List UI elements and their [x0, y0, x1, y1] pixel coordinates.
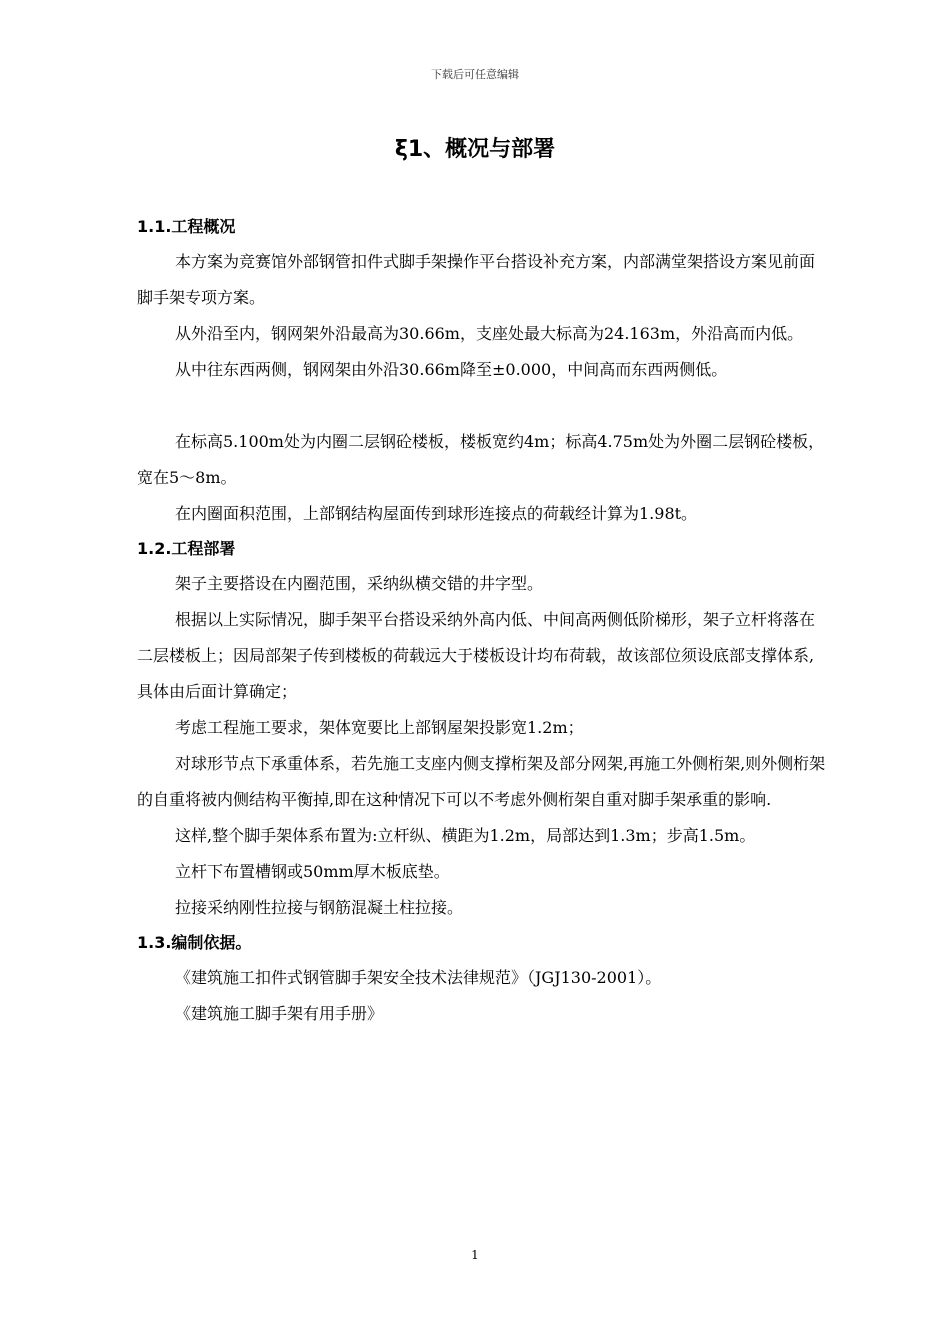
paragraph: 这样,整个脚手架体系布置为:立杆纵、横距为1.2m，局部达到1.3m；步高1.5m。 — [175, 826, 756, 845]
paragraph: 从中往东西两侧，钢网架由外沿30.66m降至±0.000，中间高而东西两侧低。 — [175, 360, 728, 379]
paragraph: 立杆下布置槽钢或50mm厚木板底垫。 — [175, 862, 450, 881]
paragraph: 在标高5.100m处为内圈二层钢砼楼板，楼板宽约4m；标高4.75m处为外圈二层钢砼楼板，宽在5～8m。 — [137, 432, 825, 487]
reference-item: 《建筑施工脚手架有用手册》 — [175, 1004, 384, 1023]
section-heading: 1.3.编制依据。 — [137, 933, 252, 952]
section-basis — [137, 926, 827, 1032]
section-heading: 1.2.工程部署 — [137, 539, 236, 558]
paragraph: 本方案为竞赛馆外部钢管扣件式脚手架操作平台搭设补充方案，内部满堂架搭设方案见前面脚手架专项方案。 — [137, 252, 816, 307]
paragraph: 对球形节点下承重体系，若先施工支座内侧支撑桁架及部分网架,再施工外侧桁架,则外侧桁架的自重将被内侧结构平衡掉,即在这种情况下可以不考虑外侧桁架自重对脚手架承重的影响. — [137, 754, 826, 809]
paragraph: 考虑工程施工要求，架体宽要比上部钢屋架投影宽1.2m； — [175, 718, 584, 737]
paragraph: 架子主要搭设在内圈范围，采纳纵横交错的井字型。 — [175, 574, 544, 593]
section-heading: 1.1.工程概况 — [137, 217, 236, 236]
document-body — [137, 210, 827, 1032]
section-overview — [137, 210, 827, 532]
page-header-note: 下载后可任意编辑 — [431, 68, 519, 81]
paragraph: 从外沿至内，钢网架外沿最高为30.66m，支座处最大标高为24.163m，外沿高而内低。 — [175, 324, 804, 343]
paragraph: 在内圈面积范围，上部钢结构屋面传到球形连接点的荷载经计算为1.98t。 — [175, 504, 698, 523]
reference-item: 《建筑施工扣件式钢管脚手架安全技术法律规范》（JGJ130-2001）。 — [175, 968, 662, 987]
paragraph: 根据以上实际情况，脚手架平台搭设采纳外高内低、中间高两侧低阶梯形，架子立杆将落在二层楼板上；因局部架子传到楼板的荷载远大于楼板设计均布荷载，故该部位须设底部支撑体系,具体由后面计算确定； — [137, 610, 816, 701]
page-number: 1 — [471, 1248, 479, 1262]
page-title: ξ1、概况与部署 — [394, 137, 556, 162]
blank-line — [137, 388, 827, 424]
section-deployment — [137, 532, 827, 926]
paragraph: 拉接采纳刚性拉接与钢筋混凝土柱拉接。 — [175, 898, 464, 917]
